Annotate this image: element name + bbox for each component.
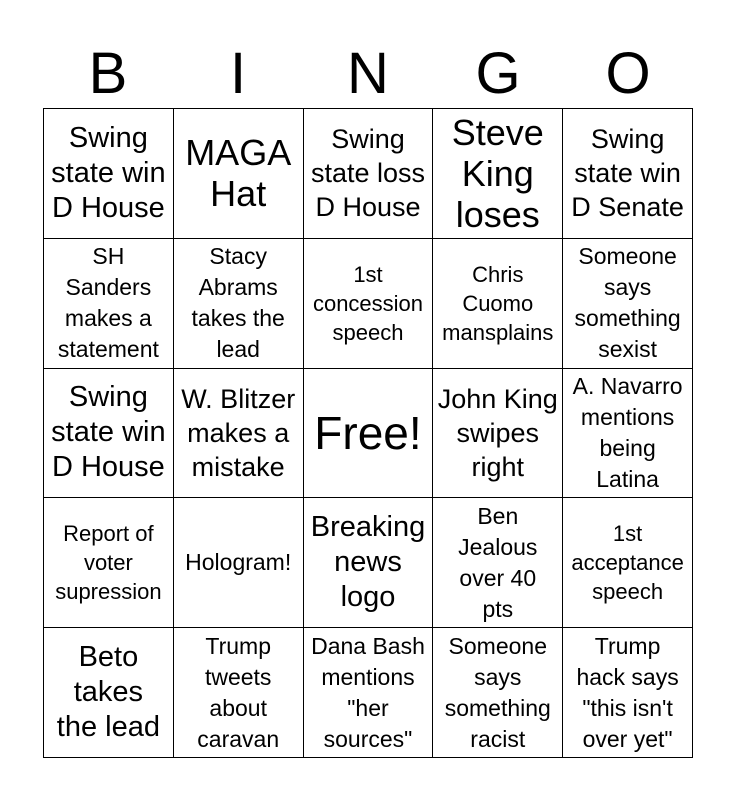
bingo-cell-text: 1st acceptance speech xyxy=(571,521,684,605)
bingo-cell-text: A. Navarro mentions being Latina xyxy=(572,372,683,492)
bingo-cell-r3c4[interactable] xyxy=(433,369,563,499)
bingo-cell-text: Swing state win D Senate xyxy=(571,124,684,223)
bingo-cell-r5c2[interactable] xyxy=(174,628,304,758)
bingo-cell-text: Swing state win D House xyxy=(51,381,166,484)
bingo-cell-r1c1[interactable] xyxy=(44,109,174,239)
bingo-board xyxy=(43,108,693,758)
bingo-cell-r2c2[interactable] xyxy=(174,239,304,369)
bingo-cell-r2c4[interactable] xyxy=(433,239,563,369)
header-letter-o: O xyxy=(605,41,651,106)
bingo-header xyxy=(43,40,693,108)
bingo-cell-r4c1[interactable] xyxy=(44,498,174,628)
bingo-cell-text: John King swipes right xyxy=(437,383,558,482)
bingo-cell-text: Dana Bash mentions "her sources" xyxy=(311,632,425,752)
bingo-cell-text: Hologram! xyxy=(185,549,292,576)
bingo-cell-text: Trump hack says "this isn't over yet" xyxy=(576,632,679,752)
bingo-cell-r5c4[interactable] xyxy=(433,628,563,758)
bingo-cell-r3c2[interactable] xyxy=(174,369,304,499)
bingo-cell-r5c1[interactable] xyxy=(44,628,174,758)
bingo-cell-r2c3[interactable] xyxy=(304,239,434,369)
bingo-cell-text: SH Sanders makes a statement xyxy=(57,243,159,363)
bingo-cell-r3c3-free[interactable] xyxy=(304,369,434,499)
header-letter-i: I xyxy=(229,41,247,106)
bingo-cell-r1c3[interactable] xyxy=(304,109,434,239)
bingo-cell-r1c2[interactable] xyxy=(174,109,304,239)
header-letter-g: G xyxy=(475,41,521,106)
bingo-cell-text: Beto takes the lead xyxy=(56,641,160,744)
bingo-cell-text: W. Blitzer makes a mistake xyxy=(181,383,296,482)
bingo-cell-text: Swing state win D House xyxy=(51,121,166,224)
bingo-cell-r4c4[interactable] xyxy=(433,498,563,628)
header-letter-b: B xyxy=(88,41,128,106)
bingo-cell-text: Stacy Abrams takes the lead xyxy=(191,243,285,363)
bingo-cell-text: Swing state loss D House xyxy=(310,124,426,223)
bingo-cell-r1c5[interactable] xyxy=(563,109,693,239)
bingo-cell-text: Trump tweets about caravan xyxy=(197,632,280,752)
bingo-cell-text: Report of voter supression xyxy=(55,521,162,605)
bingo-cell-text: Chris Cuomo mansplains xyxy=(442,261,554,345)
bingo-cell-r3c5[interactable] xyxy=(563,369,693,499)
bingo-cell-text: Breaking news logo xyxy=(310,511,426,614)
bingo-cell-r5c5[interactable] xyxy=(563,628,693,758)
free-space-text: Free! xyxy=(314,406,422,459)
bingo-cell-r4c2[interactable] xyxy=(174,498,304,628)
bingo-cell-text: Steve King loses xyxy=(451,111,544,235)
bingo-cell-r5c3[interactable] xyxy=(304,628,434,758)
bingo-cell-r3c1[interactable] xyxy=(44,369,174,499)
bingo-cell-r1c4[interactable] xyxy=(433,109,563,239)
bingo-cell-r2c5[interactable] xyxy=(563,239,693,369)
bingo-cell-r2c1[interactable] xyxy=(44,239,174,369)
bingo-cell-text: MAGA Hat xyxy=(185,132,292,215)
bingo-cell-text: Someone says something sexist xyxy=(574,243,681,363)
bingo-cell-text: 1st concession speech xyxy=(312,261,424,345)
header-letter-n: N xyxy=(347,41,389,106)
bingo-cell-r4c5[interactable] xyxy=(563,498,693,628)
bingo-cell-r4c3[interactable] xyxy=(304,498,434,628)
bingo-cell-text: Someone says something racist xyxy=(444,632,551,752)
bingo-cell-text: Ben Jealous over 40 pts xyxy=(458,502,538,622)
